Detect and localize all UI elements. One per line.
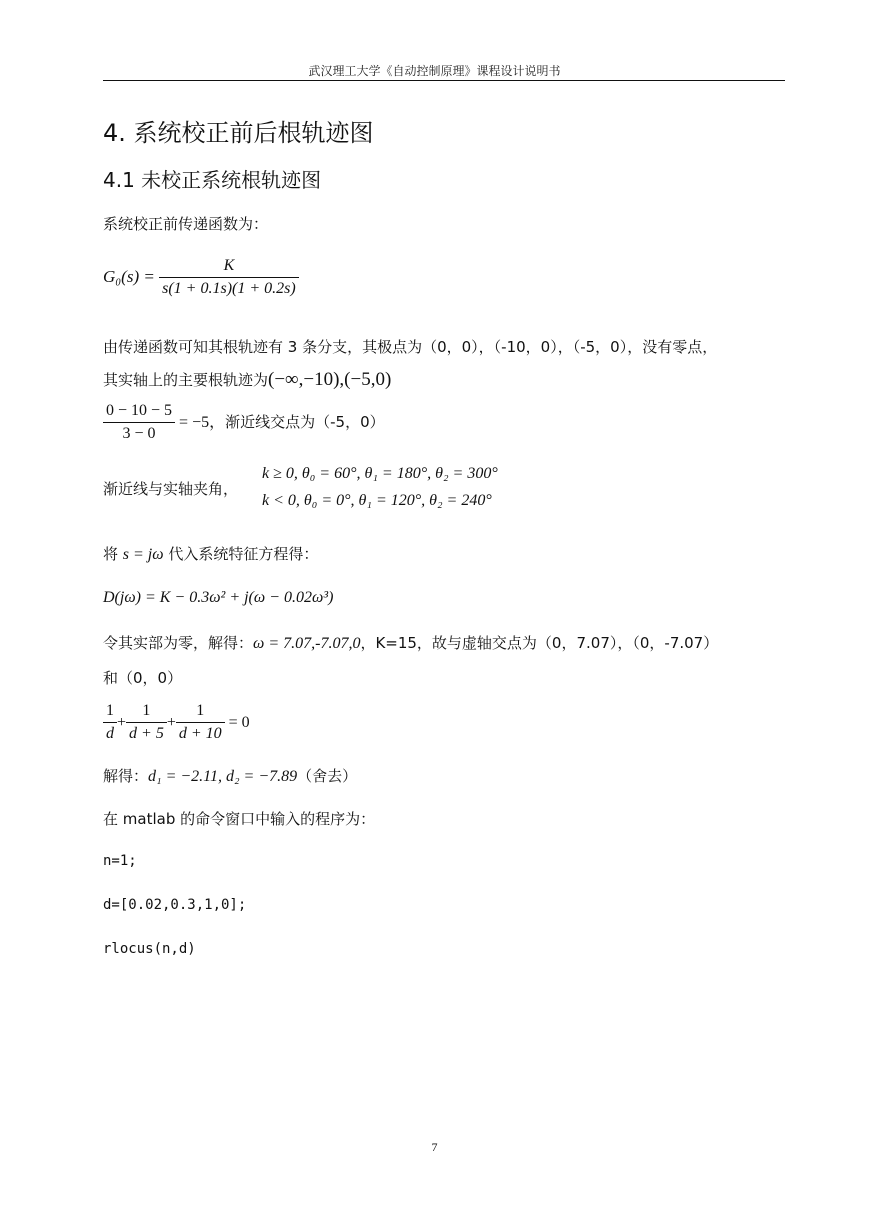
asymptote-centroid <box>103 400 385 445</box>
asymptote-fraction <box>103 400 175 445</box>
intro-text: 系统校正前传递函数为： <box>103 215 269 233</box>
real-axis-math: (−∞,−10),(−5,0) <box>268 369 392 390</box>
bp-f3-num: 1 <box>176 700 225 723</box>
real-zero-math: ω = 7.07,-7.07,0 <box>253 635 361 652</box>
bp-fraction-3 <box>176 700 225 745</box>
angle-line-2 <box>262 491 492 510</box>
bp-f1-num: 1 <box>103 700 117 723</box>
subst-post: 代入系统特征方程得： <box>163 545 319 563</box>
real-zero-continuation: 和（0，0） <box>103 669 183 687</box>
asymptote-denominator: 3 − 0 <box>122 425 156 442</box>
subst-math: s = jω <box>122 546 164 563</box>
asymptote-numerator: 0 − 10 − 5 <box>103 400 175 423</box>
bp-f1-den: d <box>106 725 114 742</box>
asymptote-text: 渐近线交点为（-5，0） <box>225 413 385 431</box>
real-zero-pre: 令其实部为零，解得： <box>103 634 254 652</box>
bp-f2-den: d + 5 <box>129 725 164 742</box>
bp-f3-den: d + 10 <box>178 725 222 742</box>
angle-eq-2: k < 0, θ₀ = 0°, θ₁ = 120°, θ₂ = 240° <box>262 492 492 509</box>
bp-plus-2: + <box>166 714 176 731</box>
asymptote-rhs: = −5， <box>175 414 226 431</box>
bp-plus-1: + <box>117 714 127 731</box>
angle-eq-1: k ≥ 0, θ₀ = 60°, θ₁ = 180°, θ₂ = 300° <box>262 465 498 482</box>
substitution-line <box>103 543 318 564</box>
tf-numerator: K <box>159 255 299 278</box>
header-rule <box>103 80 785 81</box>
solution-line <box>103 765 357 786</box>
bp-fraction-2 <box>126 700 167 745</box>
real-axis-line <box>103 369 391 391</box>
section-title: 4. 系统校正前后根轨迹图 <box>103 119 374 147</box>
tf-fraction <box>159 255 299 300</box>
real-axis-text: 其实轴上的主要根轨迹为 <box>103 371 269 389</box>
code-line-3: rlocus(n,d) <box>103 941 196 957</box>
solve-pre: 解得： <box>103 767 149 785</box>
page-number: 7 <box>431 1140 438 1154</box>
tf-denominator: s(1 + 0.1s)(1 + 0.2s) <box>162 280 296 297</box>
transfer-function <box>103 255 299 300</box>
matlab-intro: 在 matlab 的命令窗口中输入的程序为： <box>103 810 376 828</box>
real-zero-line <box>103 632 718 653</box>
real-zero-post: ，K=15，故与虚轴交点为（0，7.07），（0，-7.07） <box>360 634 719 652</box>
bp-rhs: = 0 <box>228 714 250 731</box>
characteristic-equation <box>103 588 333 607</box>
angle-label: 渐近线与实轴夹角， <box>103 480 239 498</box>
bp-fraction-1 <box>103 700 117 745</box>
code-line-2: d=[0.02,0.3,1,0]; <box>103 897 247 913</box>
tf-lhs: G₀(s) = <box>103 267 160 286</box>
breakaway-equation <box>103 700 250 745</box>
bp-f2-num: 1 <box>126 700 167 723</box>
angle-line-1 <box>262 464 498 483</box>
subst-pre: 将 <box>103 545 123 563</box>
char-eq-math: D(jω) = K − 0.3ω² + j(ω − 0.02ω³) <box>103 589 334 606</box>
branches-text: 由传递函数可知其根轨迹有 3 条分支，其极点为（0，0），（-10，0），（-5，0），没有零点， <box>103 338 718 356</box>
subsection-title: 4.1 未校正系统根轨迹图 <box>103 168 322 192</box>
solve-math: d₁ = −2.11, d₂ = −7.89 <box>148 768 298 785</box>
code-line-1: n=1; <box>103 853 137 869</box>
solve-post: （舍去） <box>297 767 358 785</box>
running-header: 武汉理工大学《自动控制原理》课程设计说明书 <box>308 64 561 78</box>
